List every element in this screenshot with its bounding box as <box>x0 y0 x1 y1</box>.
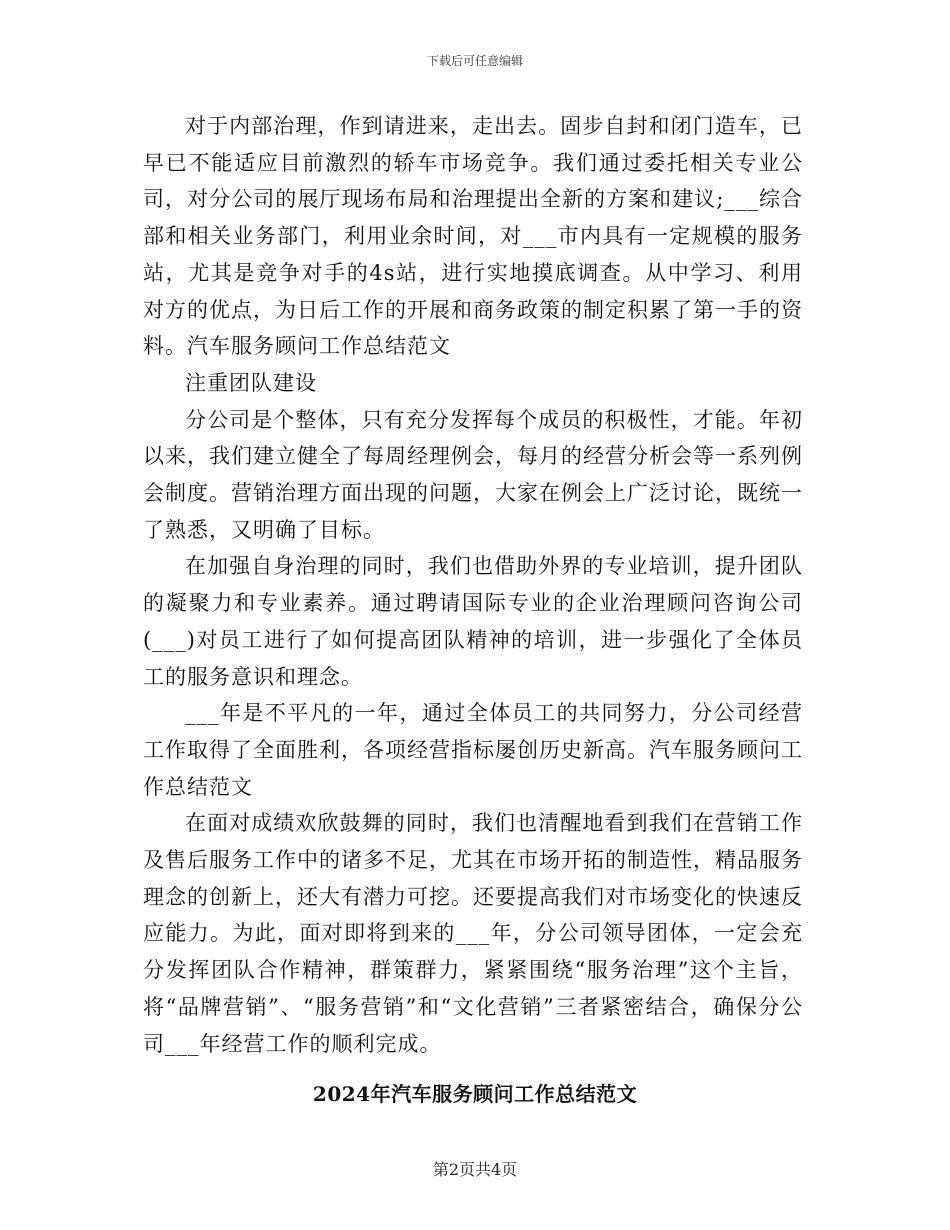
document-body <box>143 108 803 1062</box>
page-header: 下载后可任意编辑 <box>426 54 523 68</box>
page-number: 第2页共4页 <box>432 1160 518 1179</box>
document-title: 2024年汽车服务顾问工作总结范文 <box>312 1082 638 1106</box>
paragraph-external-training: 在加强自身治理的同时，我们也借助外界的专业培训，提升团队的凝聚力和专业素养。通过聘请国际专业的企业治理顾问咨询公司(___)对员工进行了如何提高团队精神的培训，进一步强化了全体员工的服务意识和理念。 <box>143 554 803 689</box>
paragraph-company-whole: 分公司是个整体，只有充分发挥每个成员的积极性，才能。年初以来，我们建立健全了每周经理例会，每月的经营分析会等一系列例会制度。营销治理方面出现的问题，大家在例会上广泛讨论，既统一了熟悉，又明确了目标。 <box>143 407 803 542</box>
paragraph-shortcomings: 在面对成绩欢欣鼓舞的同时，我们也清醒地看到我们在营销工作及售后服务工作中的诸多不足，尤其在市场开拓的制造性，精品服务理念的创新上，还大有潜力可挖。还要提高我们对市场变化的快速反应能力。为此，面对即将到来的___年，分公司领导团体，一定会充分发挥团队合作精神，群策群力，紧紧围绕“服务治理”这个主旨，将“品牌营销”、“服务营销”和“文化营销”三者紧密结合，确保分公司___年经营工作的顺利完成。 <box>143 811 803 1056</box>
paragraph-team-building-heading: 注重团队建设 <box>185 370 317 395</box>
paragraph-internal-management: 对于内部治理，作到请进来，走出去。固步自封和闭门造车，已早已不能适应目前激烈的轿车市场竞争。我们通过委托相关专业公司，对分公司的展厅现场布局和治理提出全新的方案和建议;___综合部和相关业务部门，利用业余时间，对___市内具有一定规模的服务站，尤其是竞争对手的4s站，进行实地摸底调查。从中学习、利用对方的优点，为日后工作的开展和商务政策的制定积累了第一手的资料。汽车服务顾问工作总结范文 <box>143 114 803 359</box>
paragraph-year-summary: ___年是不平凡的一年，通过全体员工的共同努力，分公司经营工作取得了全面胜利，各项经营指标屡创历史新高。汽车服务顾问工作总结范文 <box>143 701 803 799</box>
